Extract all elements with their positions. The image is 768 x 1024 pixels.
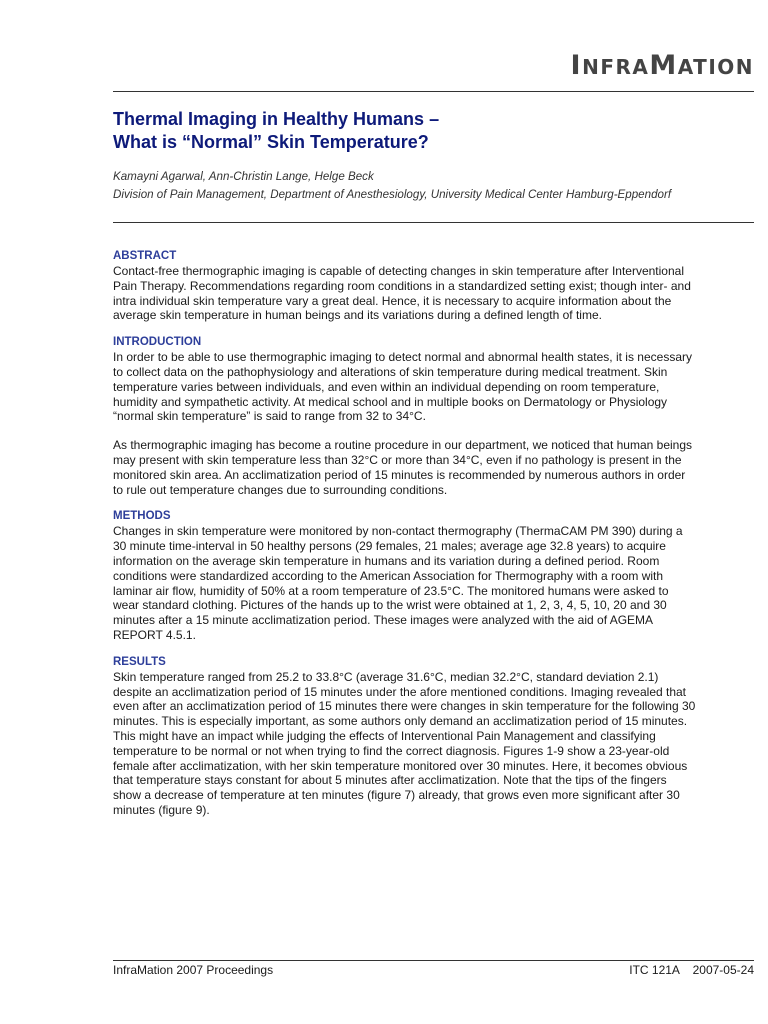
logo-cap-m: M xyxy=(649,50,678,81)
paper-title xyxy=(113,108,753,154)
text-line: information on the average skin temperature in humans and its variation during a defined period. Room xyxy=(113,553,660,568)
text-line: This might have an impact while judging the effects of Interventional Pain Management and classifying xyxy=(113,728,656,743)
text-line: temperature to be normal or not when trying to find the correct diagnosis. Figures 1-9 show a 23-year-old xyxy=(113,743,670,758)
footer-proceedings: InfraMation 2007 Proceedings xyxy=(113,963,274,977)
author-names: Kamayni Agarwal, Ann-Christin Lange, Helge Beck xyxy=(113,170,374,183)
title-line-1: Thermal Imaging in Healthy Humans – xyxy=(113,109,440,129)
text-line: show a decrease of temperature at ten minutes (figure 7) already, that grows even more significant after 30 xyxy=(113,788,680,803)
abstract-paragraph xyxy=(113,264,725,323)
text-line: may present with skin temperature less than 32°C or more than 34°C, even if no pathology is present in the xyxy=(113,452,682,467)
text-line: REPORT 4.5.1. xyxy=(113,627,196,642)
text-line: Changes in skin temperature were monitored by non-contact thermography (ThermaCAM PM 390) during a xyxy=(113,524,683,539)
text-line: Pain Therapy. Recommendations regarding room conditions in a standardized setting exist; though inter- and xyxy=(113,278,691,293)
text-line: despite an acclimatization period of 15 minutes under the afore mentioned conditions. Imaging revealed that xyxy=(113,684,687,699)
text-line: In order to be able to use thermographic imaging to detect normal and abnormal health states, it is necessary xyxy=(113,350,692,365)
text-line: minutes. This is especially important, as some authors only demand an acclimatization period of 15 minutes. xyxy=(113,714,688,729)
text-line: “normal skin temperature” is said to range from 32 to 34°C. xyxy=(113,409,426,424)
text-line: temperature varies between individuals, and even within an individual depending on room temperature, xyxy=(113,379,660,394)
title-line-2: What is “Normal” Skin Temperature? xyxy=(113,132,429,152)
text-line: As thermographic imaging has become a routine procedure in our department, we noticed that human beings xyxy=(113,438,693,453)
text-line: conditions were standardized according to the American Association for Thermography with a room with xyxy=(113,568,664,583)
results-heading: RESULTS xyxy=(113,655,166,668)
methods-heading: METHODS xyxy=(113,510,171,523)
text-line: intra individual skin temperature vary a great deal. Hence, it is necessary to acquire information about the xyxy=(113,293,672,308)
text-line: Contact-free thermographic imaging is capable of detecting changes in skin temperature after Interventional xyxy=(113,264,684,278)
footer-paper-id-date: ITC 121A 2007-05-24 xyxy=(629,963,754,977)
text-line: that temperature stays constant for about 5 minutes after acclimatization. Note that the tips of the fingers xyxy=(113,773,667,788)
methods-paragraph xyxy=(113,524,725,642)
text-line: female after acclimatization, with her skin temperature monitored over 30 minutes. Here, it becomes obvious xyxy=(113,758,688,773)
infraMation-logo xyxy=(0,50,754,81)
introduction-paragraph-1 xyxy=(113,350,725,424)
text-line: laminar air flow, humidity of 50% at a room temperature of 23.5°C. The monitored humans were asked to xyxy=(113,583,669,598)
title-rule xyxy=(113,222,754,223)
introduction-section xyxy=(113,335,725,497)
text-line: wear standard clothing. Pictures of the hands up to the wrist were obtained at 1, 2, 3, 4, 5, 10, 20 and 30 xyxy=(113,598,667,613)
text-line: to collect data on the pathophysiology and alterations of skin temperature during medical treatment. Skin xyxy=(113,364,668,379)
footer-rule xyxy=(113,960,754,961)
results-paragraph xyxy=(113,670,725,818)
text-line: minutes (figure 9). xyxy=(113,802,210,817)
logo-ation: ATION xyxy=(677,55,754,79)
logo-nfra: NFRA xyxy=(582,55,650,79)
text-line: minutes after a 15 minute acclimatization period. These images were analyzed with the aid of AGEMA xyxy=(113,613,654,628)
text-line: to rule out temperature changes due to surrounding conditions. xyxy=(113,482,448,497)
header-rule xyxy=(113,91,754,92)
text-line: monitored skin area. An acclimatization period of 15 minutes is recommended by numerous authors in order xyxy=(113,467,686,482)
author-affiliation: Division of Pain Management, Department of Anesthesiology, University Medical Center Hamburg-Eppendorf xyxy=(113,188,672,201)
text-line: average skin temperature in human beings and its variations during a defined length of time. xyxy=(113,308,602,323)
text-line: Skin temperature ranged from 25.2 to 33.8°C (average 31.6°C, median 32.2°C, standard deviation 2.1) xyxy=(113,669,659,684)
author-block xyxy=(113,168,753,204)
text-line: 30 minute time-interval in 50 healthy persons (29 females, 21 males; average age 32.8 years) to acquire xyxy=(113,539,666,554)
introduction-paragraph-2 xyxy=(113,438,725,497)
abstract-heading: ABSTRACT xyxy=(113,250,177,262)
results-section xyxy=(113,655,725,818)
abstract-section xyxy=(113,249,725,323)
paper-body xyxy=(113,249,725,818)
logo-cap-i: I xyxy=(570,50,583,81)
introduction-heading: INTRODUCTION xyxy=(113,336,202,349)
methods-section xyxy=(113,509,725,642)
text-line: humidity and sympathetic activity. At medical school and in multiple books on Dermatology or Physiology xyxy=(113,394,668,409)
text-line: even after an acclimatization period of 15 minutes there were changes in skin temperature for the following 30 xyxy=(113,699,696,714)
